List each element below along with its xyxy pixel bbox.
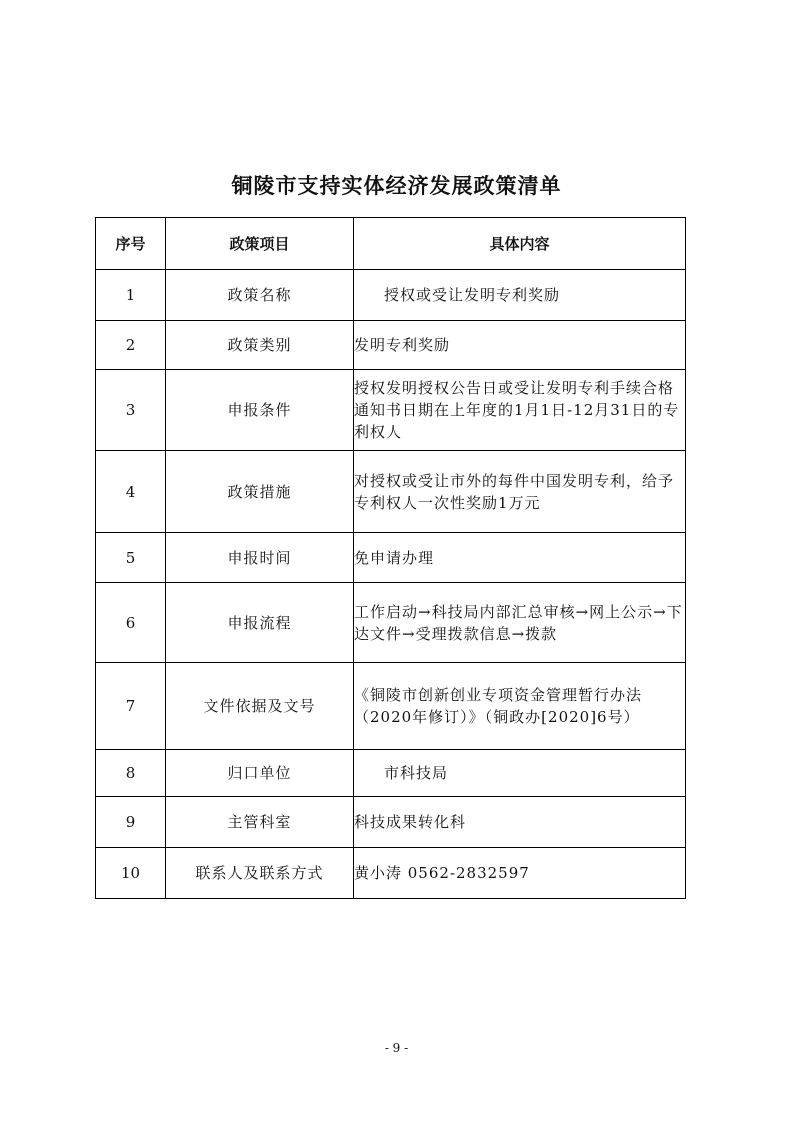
- row-num: 5: [96, 533, 166, 583]
- row-num: 4: [96, 451, 166, 533]
- row-num: 6: [96, 583, 166, 663]
- table-row: [96, 370, 686, 451]
- row-content: 授权或受让发明专利奖励: [354, 270, 686, 321]
- table-row: [96, 533, 686, 583]
- row-num: 8: [96, 750, 166, 797]
- row-num: 2: [96, 321, 166, 370]
- row-item: 归口单位: [166, 750, 354, 797]
- table-row: [96, 270, 686, 321]
- policy-table: [95, 217, 686, 899]
- row-content: 对授权或受让市外的每件中国发明专利，给予专利权人一次性奖励1万元: [354, 451, 686, 533]
- row-item: 申报时间: [166, 533, 354, 583]
- table-row: [96, 797, 686, 848]
- row-num: 9: [96, 797, 166, 848]
- table-header-row: [96, 218, 686, 270]
- header-num: 序号: [96, 218, 166, 270]
- row-item: 政策类别: [166, 321, 354, 370]
- row-num: 1: [96, 270, 166, 321]
- row-item: 申报流程: [166, 583, 354, 663]
- row-item: 申报条件: [166, 370, 354, 451]
- row-content: 市科技局: [354, 750, 686, 797]
- row-num: 3: [96, 370, 166, 451]
- row-content: 免申请办理: [354, 533, 686, 583]
- row-content: 《铜陵市创新创业专项资金管理暂行办法（2020年修订）》（铜政办[2020]6号）: [354, 663, 686, 750]
- row-item: 联系人及联系方式: [166, 848, 354, 899]
- page-number: - 9 -: [384, 1041, 409, 1055]
- row-item: 政策措施: [166, 451, 354, 533]
- table-row: [96, 583, 686, 663]
- header-item: 政策项目: [166, 218, 354, 270]
- row-num: 10: [96, 848, 166, 899]
- row-content: 发明专利奖励: [354, 321, 686, 370]
- row-content: 科技成果转化科: [354, 797, 686, 848]
- page-title: 铜陵市支持实体经济发展政策清单: [231, 174, 562, 198]
- row-content: 工作启动→科技局内部汇总审核→网上公示→下达文件→受理拨款信息→拨款: [354, 583, 686, 663]
- row-content: 授权发明授权公告日或受让发明专利手续合格通知书日期在上年度的1月1日-12月31日的专利权人: [354, 370, 686, 451]
- table-row: [96, 451, 686, 533]
- header-content: 具体内容: [354, 218, 686, 270]
- row-content: 黄小涛 0562-2832597: [354, 848, 686, 899]
- row-item: 政策名称: [166, 270, 354, 321]
- row-num: 7: [96, 663, 166, 750]
- row-item: 主管科室: [166, 797, 354, 848]
- table-row: [96, 848, 686, 899]
- table-row: [96, 750, 686, 797]
- table-row: [96, 663, 686, 750]
- row-item: 文件依据及文号: [166, 663, 354, 750]
- table-row: [96, 321, 686, 370]
